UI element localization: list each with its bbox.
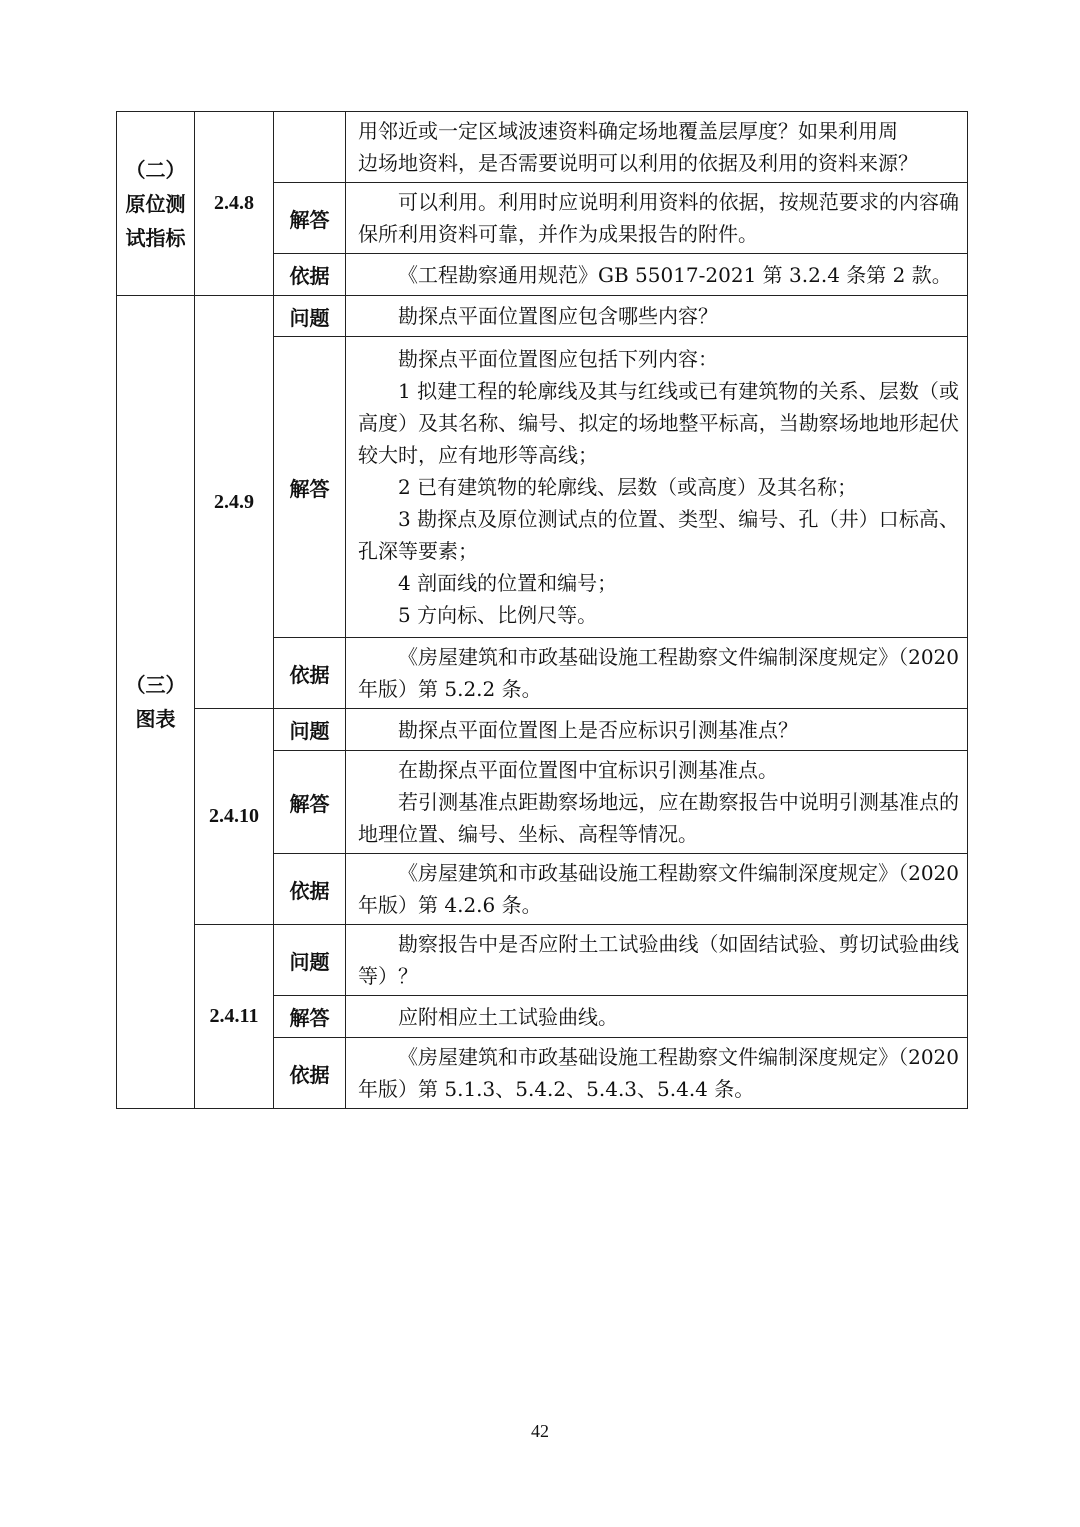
section-label-in-situ-test: [117, 112, 195, 296]
answer-paragraph: 5 方向标、比例尺等。: [398, 603, 598, 627]
section-label-line: （三）: [125, 673, 186, 697]
item-number: 2.4.10: [195, 709, 274, 925]
table-row: [117, 296, 968, 337]
question-text: [346, 296, 968, 337]
section-label-line: （二）: [125, 157, 186, 182]
basis-label: 依据: [274, 638, 346, 709]
basis-paragraph: 《房屋建筑和市政基础设施工程勘察文件编制深度规定》（2020 年版）第 5.2.2 条。: [358, 645, 959, 701]
basis-text: [346, 854, 968, 925]
item-number: 2.4.11: [195, 925, 274, 1109]
section-label-line: 图表: [135, 707, 176, 731]
question-paragraph: 勘探点平面位置图应包含哪些内容？: [398, 304, 718, 328]
answer-paragraph: 4 剖面线的位置和编号；: [398, 571, 618, 595]
answer-label: 解答: [274, 337, 346, 638]
question-line: 用邻近或一定区域波速资料确定场地覆盖层厚度？如果利用周: [358, 119, 898, 143]
answer-label: 解答: [274, 183, 346, 254]
answer-paragraph: 3 勘探点及原位测试点的位置、类型、编号、孔（井）口标高、孔深等要素；: [358, 507, 959, 563]
basis-text: [346, 254, 968, 296]
question-paragraph: 勘探点平面位置图上是否应标识引测基准点？: [398, 717, 798, 742]
table-row: [117, 709, 968, 751]
answer-paragraph: 若引测基准点距勘察场地远，应在勘察报告中说明引测基准点的地理位置、编号、坐标、高程等情况。: [358, 790, 959, 846]
answer-paragraph: 应附相应土工试验曲线。: [398, 1004, 618, 1029]
basis-label: 依据: [274, 854, 346, 925]
row-label-empty: [274, 112, 346, 183]
question-text: [346, 112, 968, 183]
table-row: [117, 112, 968, 183]
section-label-line: 原位测: [125, 191, 186, 216]
answer-label: 解答: [274, 996, 346, 1038]
item-number: 2.4.8: [195, 112, 274, 296]
table-row: [117, 925, 968, 996]
basis-label: 依据: [274, 254, 346, 296]
question-text: [346, 925, 968, 996]
answer-text: [346, 183, 968, 254]
answer-label: 解答: [274, 751, 346, 854]
answer-text: [346, 337, 968, 638]
question-text: [346, 709, 968, 751]
basis-paragraph: 《房屋建筑和市政基础设施工程勘察文件编制深度规定》（2020 年版）第 5.1.3、5.4.2、5.4.3、5.4.4 条。: [358, 1045, 959, 1101]
page-number: 42: [531, 1421, 549, 1441]
question-paragraph: 勘察报告中是否应附土工试验曲线（如固结试验、剪切试验曲线等）？: [358, 932, 959, 988]
answer-paragraph: 可以利用。利用时应说明利用资料的依据，按规范要求的内容确保所利用资料可靠，并作为成果报告的附件。: [358, 190, 959, 246]
question-line: 边场地资料，是否需要说明可以利用的依据及利用的资料来源？: [358, 151, 918, 175]
basis-paragraph: 《工程勘察通用规范》GB 55017-2021 第 3.2.4 条第 2 款。: [398, 262, 952, 287]
answer-paragraph: 在勘探点平面位置图中宜标识引测基准点。: [398, 758, 778, 782]
answer-text: [346, 751, 968, 854]
question-label: 问题: [274, 296, 346, 337]
answer-paragraph: 2 已有建筑物的轮廓线、层数（或高度）及其名称；: [398, 475, 858, 499]
item-number: 2.4.9: [195, 296, 274, 709]
answer-text: [346, 996, 968, 1038]
qa-table: [116, 111, 968, 1109]
basis-label: 依据: [274, 1038, 346, 1109]
section-label-line: 试指标: [125, 225, 186, 250]
question-label: 问题: [274, 925, 346, 996]
answer-paragraph: 1 拟建工程的轮廓线及其与红线或已有建筑物的关系、层数（或高度）及其名称、编号、拟定的场地整平标高，当勘察场地地形起伏较大时，应有地形等高线；: [358, 379, 959, 467]
basis-text: [346, 638, 968, 709]
question-label: 问题: [274, 709, 346, 751]
basis-paragraph: 《房屋建筑和市政基础设施工程勘察文件编制深度规定》（2020 年版）第 4.2.6 条。: [358, 861, 959, 917]
answer-paragraph: 勘探点平面位置图应包括下列内容：: [398, 347, 718, 371]
section-label-charts: [117, 296, 195, 1109]
basis-text: [346, 1038, 968, 1109]
